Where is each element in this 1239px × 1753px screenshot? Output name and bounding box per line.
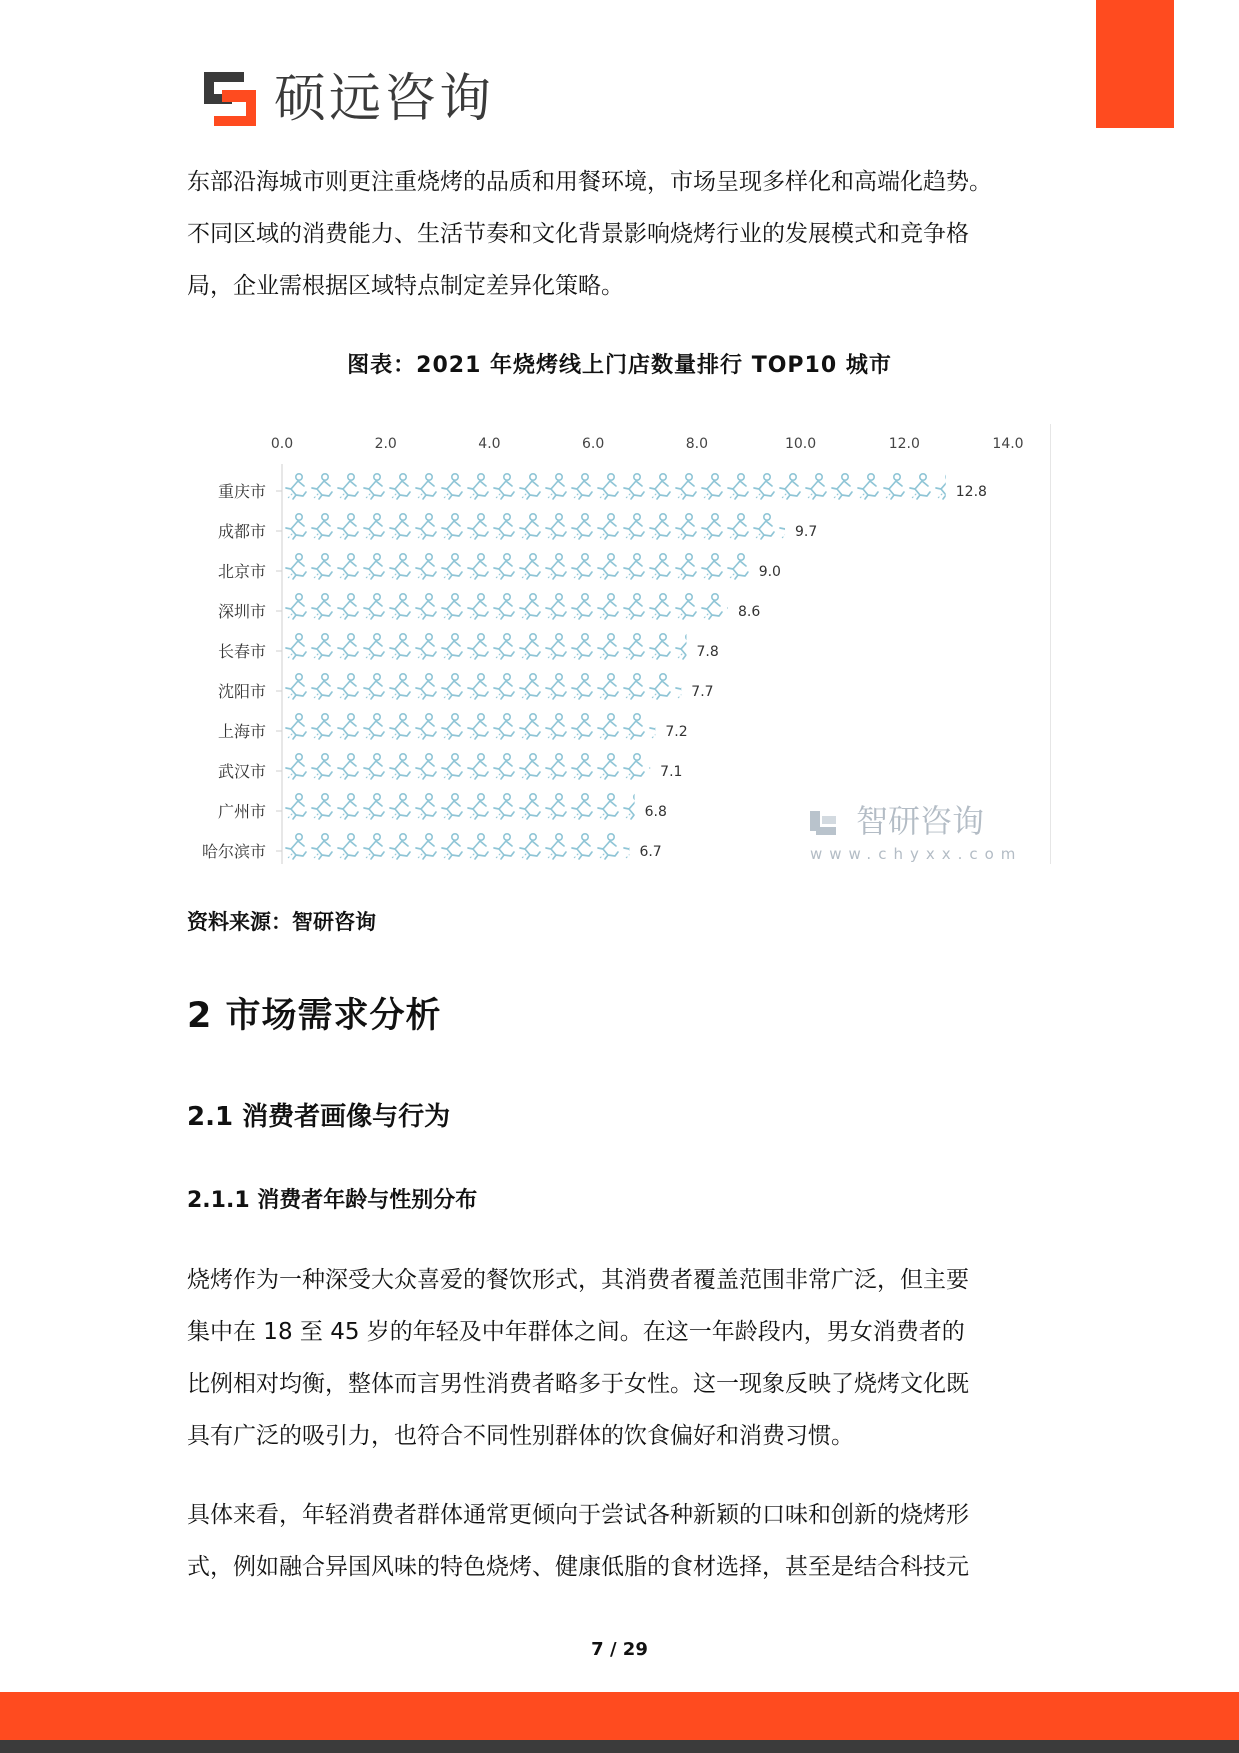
category-label: 哈尔滨市 (201, 842, 266, 861)
page-number: 7 / 29 (591, 1639, 648, 1660)
text-line: 具体来看，年轻消费者群体通常更倾向于尝试各种新颖的口味和创新的烧烤形 (187, 1502, 969, 1528)
data-label: 6.7 (639, 844, 662, 860)
data-label: 7.2 (665, 724, 688, 740)
body-paragraph-2 (187, 1489, 1057, 1593)
intro-paragraph (187, 156, 1057, 312)
bar (282, 551, 749, 591)
x-tick-label: 12.0 (888, 436, 920, 452)
category-label: 成都市 (217, 522, 266, 541)
logo-icon (200, 68, 262, 130)
category-label: 深圳市 (217, 602, 266, 621)
bar-chart (188, 424, 1052, 864)
text-line: 烧烤作为一种深受大众喜爱的餐饮形式，其消费者覆盖范围非常广泛，但主要 (187, 1267, 969, 1293)
data-label: 8.6 (737, 604, 761, 620)
x-tick-label: 8.0 (685, 436, 708, 452)
subsubsection-heading: 2.1.1 消费者年龄与性别分布 (187, 1188, 478, 1213)
category-label: 沈阳市 (217, 682, 266, 701)
text-line: 具有广泛的吸引力，也符合不同性别群体的饮食偏好和消费习惯。 (187, 1423, 854, 1449)
category-label: 上海市 (217, 722, 266, 741)
footer-strip (0, 1740, 1239, 1753)
data-label: 7.7 (691, 684, 714, 700)
data-label: 12.8 (955, 484, 987, 500)
data-label: 9.7 (795, 524, 818, 540)
text-line: 不同区域的消费能力、生活节奏和文化背景影响烧烤行业的发展模式和竞争格 (187, 221, 969, 247)
x-tick-label: 2.0 (374, 436, 397, 452)
watermark-logo-icon (822, 816, 836, 824)
body-paragraph-1 (187, 1254, 1057, 1462)
bar (282, 711, 655, 751)
watermark-logo-icon (816, 827, 836, 835)
category-label: 长春市 (217, 642, 266, 661)
category-label: 武汉市 (217, 762, 266, 781)
category-label: 广州市 (217, 802, 266, 821)
bar (282, 511, 785, 551)
logo-text: 硕远咨询 (274, 69, 495, 129)
text-line: 集中在 18 至 45 岁的年轻及中年群体之间。在这一年龄段内，男女消费者的 (187, 1319, 965, 1345)
bar (282, 631, 686, 671)
bar (282, 831, 629, 864)
chart-border (1050, 424, 1051, 864)
bar (282, 671, 681, 711)
bar (282, 751, 650, 791)
text-line: 比例相对均衡，整体而言男性消费者略多于女性。这一现象反映了烧烤文化既 (187, 1371, 969, 1397)
section-heading: 2 市场需求分析 (187, 996, 442, 1036)
footer-bar (0, 1692, 1239, 1740)
watermark (810, 802, 1022, 863)
text-line: 东部沿海城市则更注重烧烤的品质和用餐环境，市场呈现多样化和高端化趋势。 (187, 169, 992, 195)
chart-title: 图表：2021 年烧烤线上门店数量排行 TOP10 城市 (347, 353, 892, 378)
x-tick-label: 10.0 (784, 436, 817, 452)
data-label: 6.8 (644, 804, 667, 820)
text-line: 局，企业需根据区域特点制定差异化策略。 (187, 273, 624, 299)
x-tick-label: 4.0 (478, 436, 501, 452)
x-tick-label: 6.0 (582, 436, 605, 452)
data-label: 9.0 (758, 564, 781, 580)
x-tick-label: 14.0 (992, 436, 1024, 452)
watermark-url: www.chyxx.com (810, 845, 1023, 863)
data-label: 7.8 (696, 644, 719, 660)
x-tick-label: 0.0 (270, 436, 294, 452)
text-line: 式，例如融合异国风味的特色烧烤、健康低脂的食材选择，甚至是结合科技元 (187, 1554, 969, 1580)
bar (282, 591, 728, 631)
source-note: 资料来源：智研咨询 (187, 910, 376, 934)
subsection-heading: 2.1 消费者画像与行为 (187, 1102, 451, 1132)
chart-canvas (188, 424, 1052, 864)
category-label: 北京市 (217, 562, 266, 581)
bar (282, 471, 946, 511)
bar (282, 791, 635, 831)
company-logo (200, 68, 494, 130)
corner-accent-tab (1096, 0, 1174, 128)
category-label: 重庆市 (217, 482, 266, 501)
data-label: 7.1 (660, 764, 683, 780)
watermark-name: 智研咨询 (856, 802, 985, 840)
